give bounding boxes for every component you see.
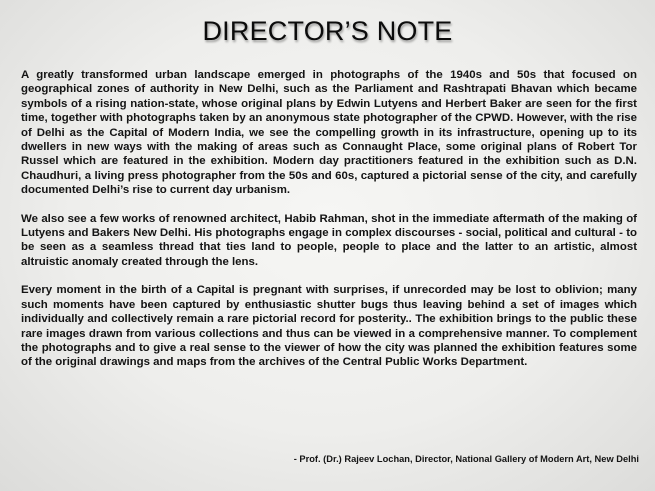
paragraph-1: A greatly transformed urban landscape emerged in photographs of the 1940s and 50s that focused on geographical zones of authority in New Delhi, such as the Parliament and Rashtrapati Bhavan which became symbols of a rising nation-state, whose original plans by Edwin Lutyens and Herbert Baker are seen for the first time, together with photographs taken by an anonymous state photographer of the CPWD. However, with the rise of Delhi as the Capital of Modern India, we see the compelling growth in its infrastructure, opening up to its dwellers in new ways with the making of areas such as Connaught Place, some original plans of Robert Tor Russel which are featured in the exhibition. Modern day practitioners featured in the exhibition such as D.N. Chaudhuri, a living press photographer from the 50s and 60s, captured a pictorial sense of the city, and carefully documented Delhi’s rise to current day urbanism. [21,69,637,197]
note-body [21,68,637,384]
paragraph-2: We also see a few works of renowned architect, Habib Rahman, shot in the immediate aftermath of the making of Lutyens and Bakers New Delhi. His photographs engage in complex discourses - social, political and cultural - to be seen as a seamless thread that ties land to people, people to place and the latter to an artistic, almost altruistic anomaly created through the lens. [21,212,637,268]
paragraph-3: Every moment in the birth of a Capital is pregnant with surprises, if unrecorded may be lost to oblivion; many such moments have been captured by enthusiastic shutter bugs thus leaving behind a set of images which individually and collectively remain a rare pictorial record for posterity.. The exhibition brings to the public these rare images drawn from various collections and thus can be viewed in a comprehensive manner. To complement the photographs and to give a real sense to the viewer of how the city was planned the exhibition features some of the original drawings and maps from the archives of the Central Public Works Department. [21,284,637,369]
page-title: DIRECTOR’S NOTE [202,16,453,46]
signature-line: - Prof. (Dr.) Rajeev Lochan, Director, National Gallery of Modern Art, New Delhi [293,454,639,464]
